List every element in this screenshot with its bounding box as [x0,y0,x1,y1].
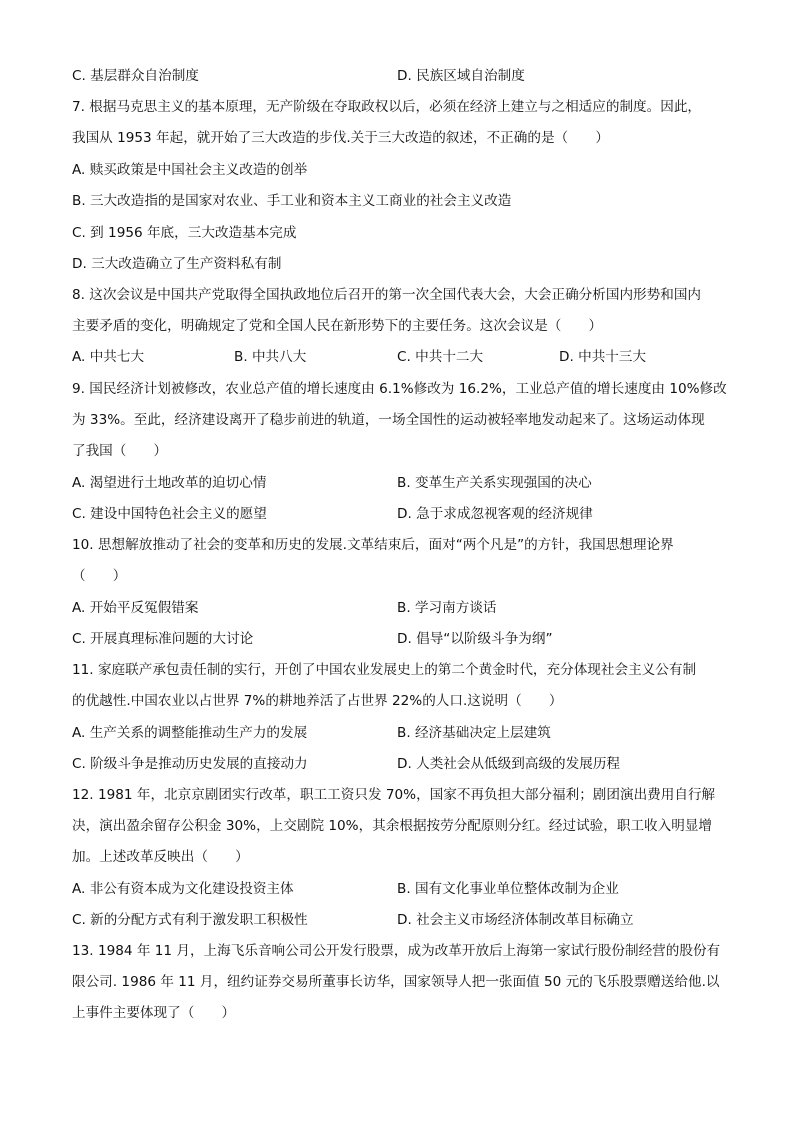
q8-option-c: C. 中共十二大 [397,349,484,365]
question-10-line-2: （ ） [72,568,127,584]
option-c: C. 基层群众自治制度 [72,68,199,84]
q8-option-d: D. 中共十三大 [559,349,647,365]
q12-option-b: B. 国有文化事业单位整体改制为企业 [397,881,619,897]
q9-option-b: B. 变革生产关系实现强国的决心 [397,475,592,491]
question-9-line-1: 9. 国民经济计划被修改，农业总产值的增长速度由 6.1%修改为 16.2%，工业总产值的增长速度由 10%修改 [72,381,727,397]
q11-option-a: A. 生产关系的调整能推动生产力的发展 [72,725,308,741]
q7-option-a: A. 赎买政策是中国社会主义改造的创举 [72,162,308,178]
question-12-line-2: 决，演出盈余留存公积金 30%，上交剧院 10%，其余根据按劳分配原则分红。经过试验，职工收入明显增 [72,818,713,834]
question-11-line-1: 11. 家庭联产承包责任制的实行，开创了中国农业发展史上的第二个黄金时代，充分体现社会主义公有制 [72,662,697,678]
q10-option-a: A. 开始平反冤假错案 [72,600,199,616]
question-13-line-2: 限公司. 1986 年 11 月，纽约证券交易所董事长访华，国家领导人把一张面值 50 元的飞乐股票赠送给他.以 [72,974,720,990]
question-9-line-2: 为 33%。至此，经济建设离开了稳步前进的轨道，一场全国性的运动被轻率地发动起来了。这场运动体现 [72,412,705,428]
option-d: D. 民族区域自治制度 [397,68,525,84]
question-8-line-2: 主要矛盾的变化，明确规定了党和全国人民在新形势下的主要任务。这次会议是（ ） [72,318,603,334]
q9-option-a: A. 渴望进行土地改革的迫切心情 [72,475,267,491]
q12-option-d: D. 社会主义市场经济体制改革目标确立 [397,912,634,928]
question-8-line-1: 8. 这次会议是中国共产党取得全国执政地位后召开的第一次全国代表大会，大会正确分析国内形势和国内 [72,287,702,303]
question-12-line-1: 12. 1981 年，北京京剧团实行改革，职工工资只发 70%，国家不再负担大部分福利；剧团演出费用自行解 [72,787,716,803]
question-10-line-1: 10. 思想解放推动了社会的变革和历史的发展.文革结束后，面对“两个凡是”的方针，我国思想理论界 [72,537,674,553]
question-7-line-1: 7. 根据马克思主义的基本原理，无产阶级在夺取政权以后，必须在经济上建立与之相适应的制度。因此， [72,99,702,115]
q12-option-a: A. 非公有资本成为文化建设投资主体 [72,881,294,897]
question-12-line-3: 加。上述改革反映出（ ） [72,849,249,865]
q12-option-c: C. 新的分配方式有利于激发职工积极性 [72,912,308,928]
q11-option-d: D. 人类社会从低级到高级的发展历程 [397,756,621,772]
q11-option-c: C. 阶级斗争是推动历史发展的直接动力 [72,756,308,772]
question-7-line-2: 我国从 1953 年起，就开始了三大改造的步伐.关于三大改造的叙述，不正确的是（ ） [72,130,609,146]
q10-option-d: D. 倡导“以阶级斗争为纲” [397,631,553,647]
q10-option-b: B. 学习南方谈话 [397,600,497,616]
question-13-line-3: 上事件主要体现了（ ） [72,1005,236,1021]
q7-option-b: B. 三大改造指的是国家对农业、手工业和资本主义工商业的社会主义改造 [72,193,512,209]
question-11-line-2: 的优越性.中国农业以占世界 7%的耕地养活了占世界 22%的人口.这说明（ ） [72,693,563,709]
question-9-line-3: 了我国（ ） [72,443,168,459]
question-13-line-1: 13. 1984 年 11 月，上海飞乐音响公司公开发行股票，成为改革开放后上海第一家试行股份制经营的股份有 [72,943,721,959]
q7-option-c: C. 到 1956 年底，三大改造基本完成 [72,225,297,241]
q8-option-a: A. 中共七大 [72,349,145,365]
q9-option-c: C. 建设中国特色社会主义的愿望 [72,506,267,522]
q10-option-c: C. 开展真理标准问题的大讨论 [72,631,254,647]
q9-option-d: D. 急于求成忽视客观的经济规律 [397,506,593,522]
q11-option-b: B. 经济基础决定上层建筑 [397,725,551,741]
q7-option-d: D. 三大改造确立了生产资料私有制 [72,256,282,272]
q8-option-b: B. 中共八大 [234,349,307,365]
